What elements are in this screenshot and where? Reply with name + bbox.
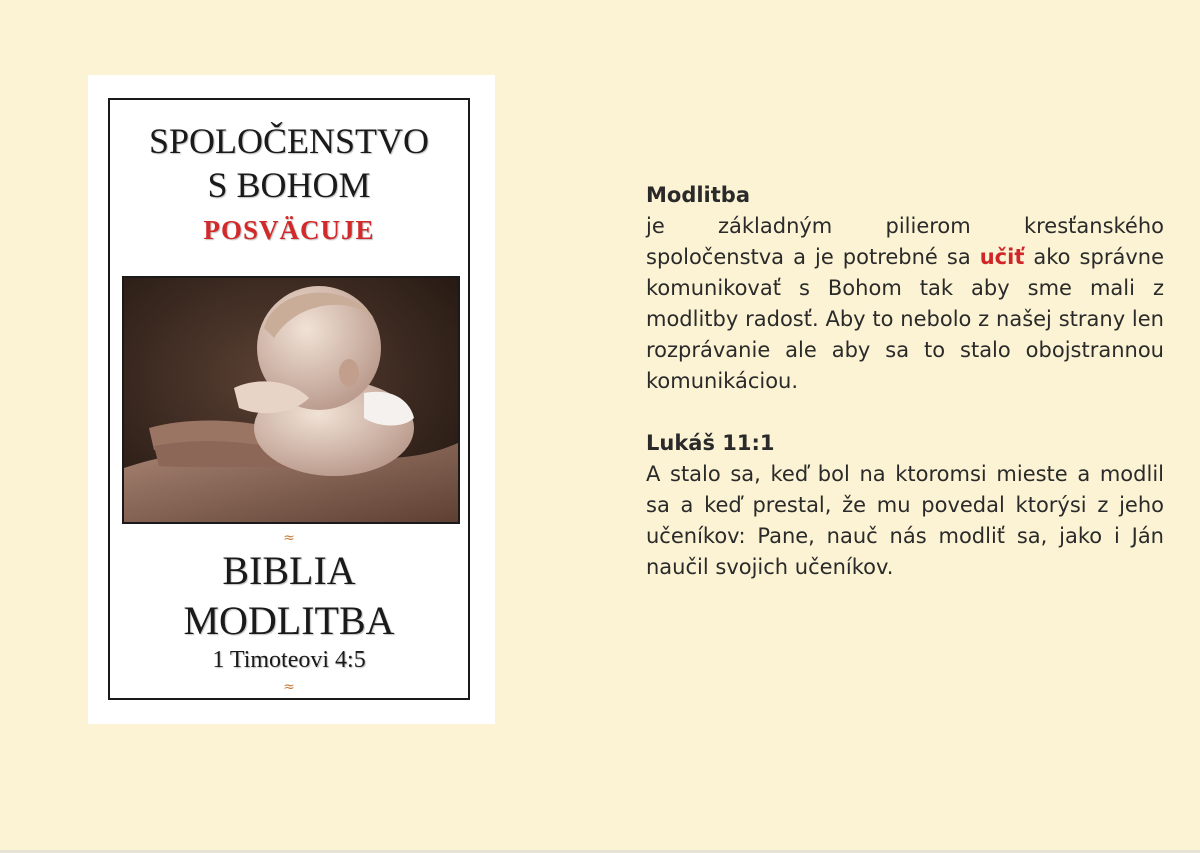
verse-reference: Lukáš 11:1 xyxy=(646,431,775,455)
article-heading: Modlitba xyxy=(646,183,750,207)
article-paragraph-before: je základným pilierom kresťanského spoločenstva a je potrebné sa xyxy=(646,214,1164,269)
cover-subtitle: POSVÄCUJE xyxy=(203,215,375,245)
article-paragraph xyxy=(646,211,1164,397)
praying-baby-photo xyxy=(122,276,460,524)
article-paragraph-after: ako správne komunikovať s Bohom tak aby sme mali z modlitby radosť. Aby to nebolo z našej strany len rozprávanie ale aby sa to stalo obojstrannou komunikáciou. xyxy=(646,245,1164,393)
cover-bottom-line1: BIBLIA xyxy=(222,548,356,593)
book-cover-image xyxy=(88,75,495,724)
verse-text: A stalo sa, keď bol na ktoromsi mieste a modlil sa a keď prestal, že mu povedal ktorýsi z jeho učeníkov: Pane, nauč nás modliť sa, jako i Ján naučil svojich učeníkov. xyxy=(646,462,1164,579)
cover-title-line1: SPOLOČENSTVO xyxy=(148,121,430,161)
praying-baby-illustration xyxy=(124,278,458,522)
ornament-flourish-top: ≈ xyxy=(283,530,295,546)
ornament-flourish-bottom: ≈ xyxy=(283,679,295,695)
cover-reference: 1 Timoteovi 4:5 xyxy=(212,647,366,673)
article-highlight: učiť xyxy=(979,245,1025,269)
cover-frame xyxy=(108,98,470,700)
cover-title-line2: S BOHOM xyxy=(207,165,371,205)
cover-bottom-line2: MODLITBA xyxy=(183,598,395,643)
article-text xyxy=(646,180,1164,583)
